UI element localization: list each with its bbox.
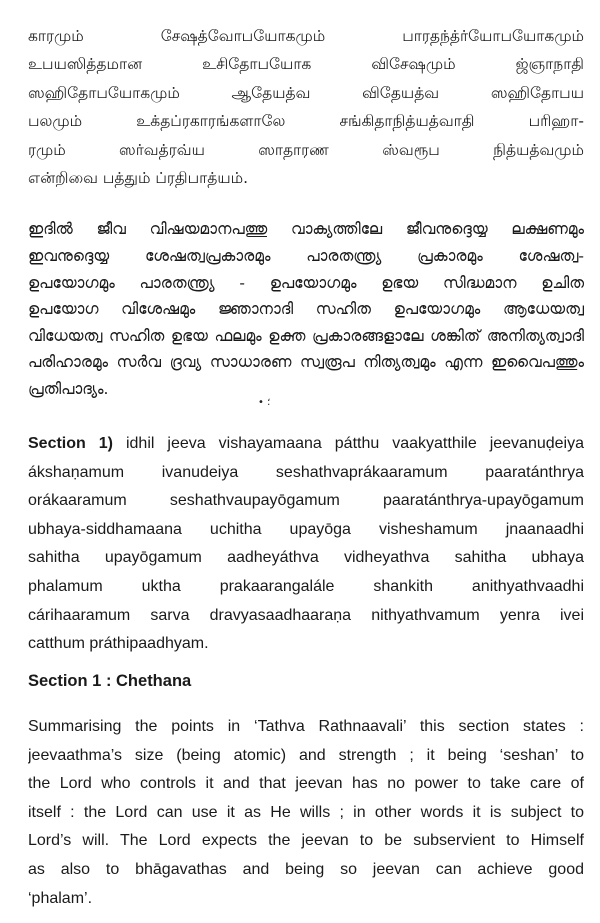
tamil-line: ஸஹிதோபயோகமும் ஆதேயத்வ விதேயத்வ ஸஹிதோபய xyxy=(28,83,584,102)
transliteration-line: phalamum uktha prakaarangalále shankith anithyathvaadhi xyxy=(28,577,584,595)
transliteration-line: orákaaramum seshathvaupayōgamum paaratánthrya-upayōgamum xyxy=(28,492,584,510)
body-line: Lord’s will. The Lord expects the jeevan to be subservient to Himself xyxy=(28,832,584,850)
malayalam-line: പരിഹാരമും സർവ ദ്രവ്യ സാധാരണ സ്വരൂപ നിത്യത്വമും എന്ന ഇവൈപത്തും xyxy=(28,353,584,372)
transliteration-line: ákshaṇamum ivanudeiya seshathvaprákaaramum paaratánthrya xyxy=(28,463,584,481)
malayalam-line: ഉപയോഗ വിശേഷമും ജ്ഞാനാദി സഹിത ഉപയോഗമും ആധേയത്വ xyxy=(28,300,584,319)
transliteration-line: cárihaaramum sarva dravyasaadhaaraṇa nithyathvamum yenra ivei xyxy=(28,606,584,624)
stray-mark: • ؛ xyxy=(258,397,271,408)
body-line: ‘phalam’. xyxy=(28,889,93,907)
tamil-line: காரமும் சேஷத்வோபயோகமும் பாரதந்த்ர்யோபயோகமும் xyxy=(28,27,584,45)
transliteration-line: catthum práthipaadhyam. xyxy=(28,635,209,653)
tamil-line: என்றிவை பத்தும் ப்ரதிபாத்யம். xyxy=(28,169,249,188)
body-line: itself : the Lord can use it as He wills ; in other words it is subject to xyxy=(28,803,584,821)
malayalam-line: ഇദിൽ ജീവ വിഷയമാനപത്തു വാക്യത്തിലേ ജീവനുദ്ദെയ്യ ലക്ഷണമും xyxy=(28,220,584,239)
body-line: as also to bhāgavathas and being so jeevan can achieve good xyxy=(28,860,584,878)
body-line: Summarising the points in ‘Tathva Rathnaavali’ this section states : xyxy=(28,718,584,735)
transliteration-line xyxy=(28,430,584,459)
tamil-line: பலமும் உக்தப்ரகாரங்களாலே சங்கிதாநித்யத்வாதி பரிஹா- xyxy=(28,112,584,131)
section-tag: Section 1) xyxy=(28,435,113,452)
body-paragraph xyxy=(28,713,584,913)
tamil-paragraph xyxy=(28,22,584,192)
malayalam-line: ഉപയോഗമും പാരതന്ത്ര്യ - ഉപയോഗമും ഉഭയ സിദ്ധമാന ഉചിത xyxy=(28,273,584,292)
malayalam-line: വിധേയത്വ സഹിത ഉഭയ ഫലമും ഉക്ത പ്രകാരങ്ങളാലേ ശങ്കിത് അനിത്യത്വാദി xyxy=(28,326,584,345)
malayalam-line: പ്രതിപാദ്യം. xyxy=(28,380,109,398)
malayalam-line: ഇവനുദ്ദെയ്യ ശേഷത്വപ്രകാരമും പാരതന്ത്ര്യ പ്രകാരമും ശേഷത്വ- xyxy=(28,247,584,266)
transliteration-line: sahitha upayōgamum aadheyáthva vidheyathva sahitha ubhaya xyxy=(28,549,584,567)
malayalam-paragraph xyxy=(28,216,584,402)
transliteration-first-line-text: idhil jeeva vishayamaana pátthu vaakyatthile jeevanuḍeiya xyxy=(113,435,584,452)
tamil-line: உபயஸித்தமான உசிதோபயோக விசேஷமும் ஜ்ஞாநாதி xyxy=(28,55,584,74)
transliteration-line: ubhaya-siddhamaana uchitha upayōga visheshamum jnaanaadhi xyxy=(28,520,584,538)
page-content xyxy=(28,22,584,403)
tamil-line: ரமும் ஸர்வத்ரவ்ய ஸாதாரண ஸ்வரூப நித்யத்வமும் xyxy=(28,140,584,159)
section-heading: Section 1 : Chethana xyxy=(28,672,192,690)
body-line: jeevaathma’s size (being atomic) and strength ; it being ‘seshan’ to xyxy=(28,746,584,764)
transliteration-paragraph xyxy=(28,430,584,659)
body-line: the Lord who controls it and that jeevan has no power to take care of xyxy=(28,775,584,793)
